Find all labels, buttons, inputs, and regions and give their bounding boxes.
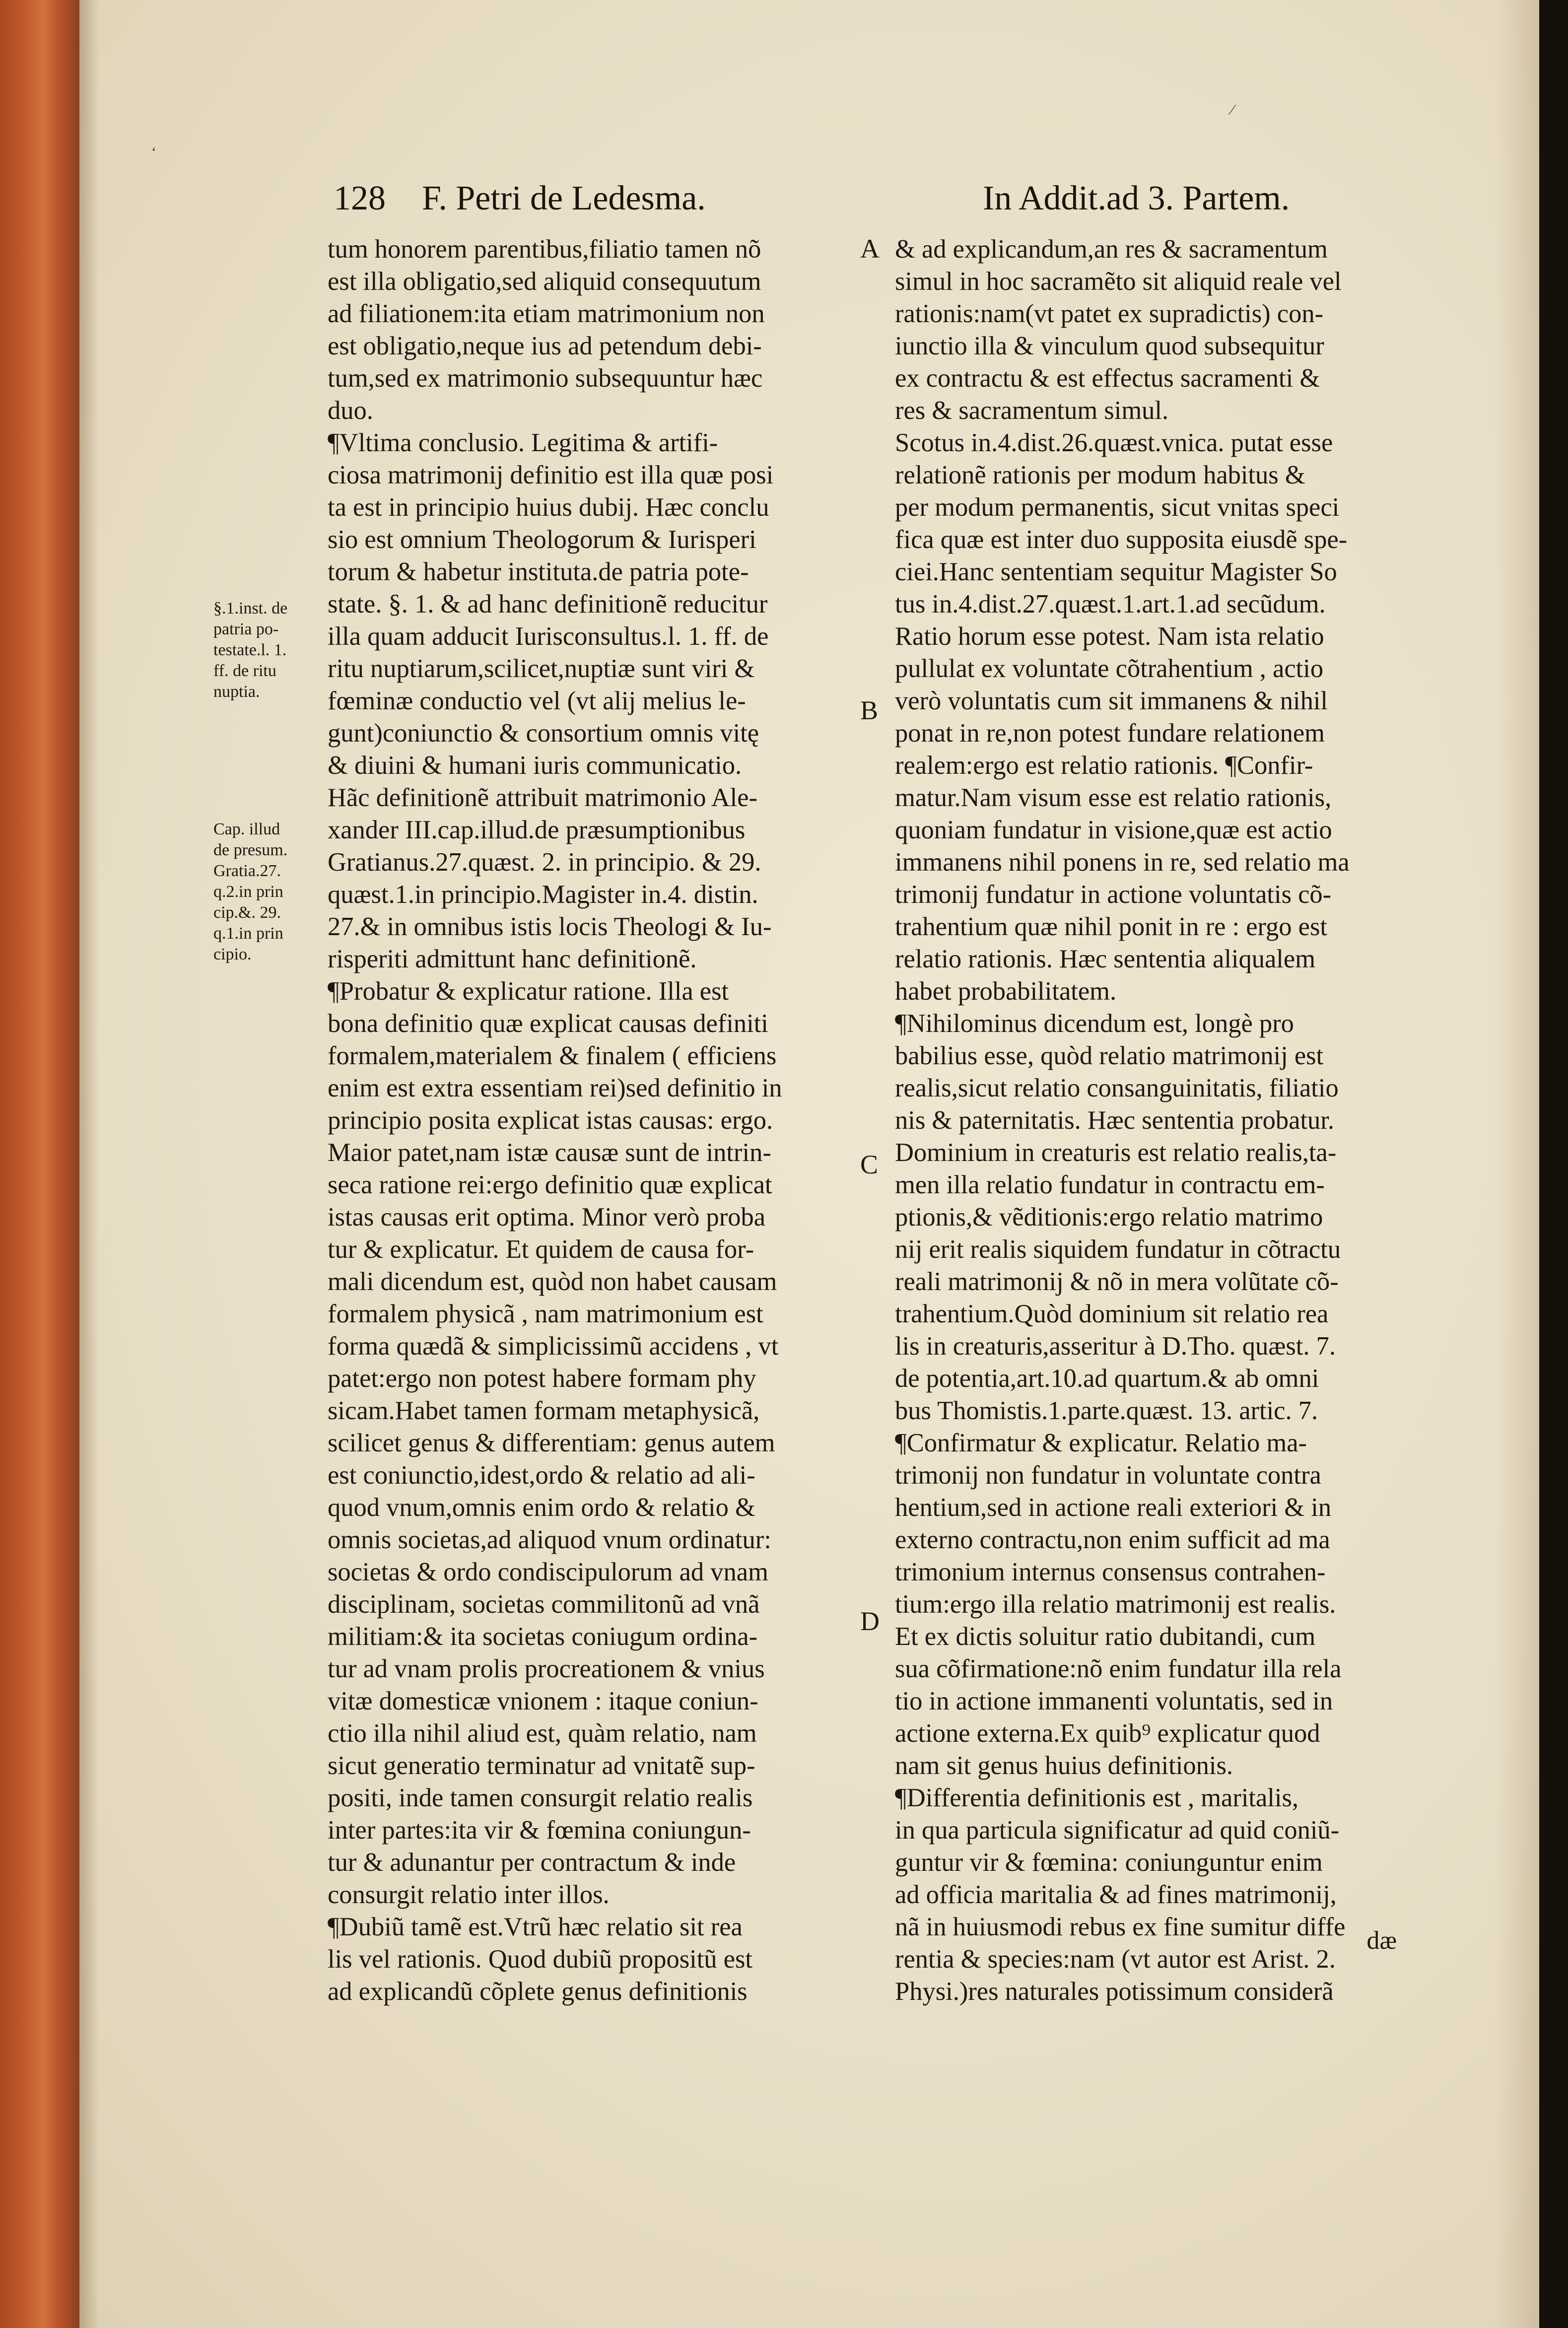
text-line: nã in huiusmodi rebus ex fine sumitur diffe — [895, 1913, 1346, 1941]
ink-mark: ⁄ — [1231, 102, 1234, 118]
text-line: quæst.1.in principio.Magister in.4. distin. — [328, 880, 758, 909]
text-line: ciosa matrimonij definitio est illa quæ posi — [328, 461, 774, 489]
text-line: ciei.Hanc sententiam sequitur Magister So — [895, 557, 1337, 586]
text-line: Gratianus.27.quæst. 2. in principio. & 29. — [328, 848, 761, 877]
text-line: ¶Probatur & explicatur ratione. Illa est — [328, 977, 729, 1006]
text-line: ¶Dubiũ tamẽ est.Vtrũ hæc relatio sit rea — [328, 1913, 743, 1941]
text-line: sua cõfirmatione:nõ enim fundatur illa rela — [895, 1654, 1342, 1683]
text-line: Et ex dictis soluitur ratio dubitandi, cum — [895, 1622, 1316, 1651]
text-line: externo contractu,non enim sufficit ad ma — [895, 1525, 1330, 1554]
text-line: gunt)coniunctio & consortium omnis vitę — [328, 719, 759, 748]
text-line: trahentium.Quòd dominium sit relatio rea — [895, 1300, 1329, 1328]
text-line: realem:ergo est relatio rationis. ¶Confir- — [895, 751, 1313, 780]
text-line: bona definitio quæ explicat causas definiti — [328, 1009, 768, 1038]
text-line: simul in hoc sacramẽto sit aliquid reale vel — [895, 267, 1342, 296]
text-line: relationẽ rationis per modum habitus & — [895, 461, 1305, 489]
text-line: ¶Nihilominus dicendum est, longè pro — [895, 1009, 1294, 1038]
text-line: ¶Confirmatur & explicatur. Relatio ma- — [895, 1429, 1307, 1457]
text-line: scilicet genus & differentiam: genus autem — [328, 1429, 775, 1457]
text-line: Ratio horum esse potest. Nam ista relatio — [895, 622, 1324, 651]
text-line: ptionis,& vẽditionis:ergo relatio matrimo — [895, 1203, 1323, 1232]
text-line: 27.& in omnibus istis locis Theologi & Iu- — [328, 912, 772, 941]
text-line: nis & paternitatis. Hæc sententia probatur. — [895, 1106, 1335, 1135]
text-line: matur.Nam visum esse est relatio rationis, — [895, 783, 1332, 812]
marginal-line: cip.&. 29. — [213, 903, 281, 922]
text-line: ad officia maritalia & ad fines matrimonij, — [895, 1880, 1337, 1909]
text-line: formalem physicã , nam matrimonium est — [328, 1300, 763, 1328]
text-line: ritu nuptiarum,scilicet,nuptiæ sunt viri & — [328, 654, 755, 683]
marginal-line: testate.l. 1. — [213, 641, 287, 659]
marginal-line: §.1.inst. de — [213, 599, 288, 617]
text-line: verò voluntatis cum sit immanens & nihil — [895, 686, 1328, 715]
text-line: realis,sicut relatio consanguinitatis, filiatio — [895, 1074, 1339, 1102]
text-line: tur & explicatur. Et quidem de causa for- — [328, 1235, 754, 1264]
text-line: ad filiationem:ita etiam matrimonium non — [328, 299, 765, 328]
section-letter-b: B — [860, 695, 879, 725]
text-line: pullulat ex voluntate cõtrahentium , actio — [895, 654, 1324, 683]
text-line: state. §. 1. & ad hanc definitionẽ reducitur — [328, 590, 768, 618]
text-line: fica quæ est inter duo supposita eiusdẽ spe- — [895, 525, 1348, 554]
text-line: ctio illa nihil aliud est, quàm relatio, nam — [328, 1719, 757, 1748]
text-line: forma quædã & simplicissimũ accidens , vt — [328, 1332, 779, 1361]
marginal-line: nuptia. — [213, 683, 260, 701]
marginal-note-2 — [213, 819, 328, 965]
text-line: principio posita explicat istas causas: ergo. — [328, 1106, 773, 1135]
text-line: tio in actione immanenti voluntatis, sed in — [895, 1687, 1333, 1715]
text-line: trimonium internus consensus contrahen- — [895, 1558, 1326, 1586]
text-line: disciplinam, societas commilitonũ ad vnã — [328, 1590, 760, 1619]
text-line: positi, inde tamen consurgit relatio realis — [328, 1783, 753, 1812]
text-line: risperiti admittunt hanc definitionẽ. — [328, 945, 697, 973]
text-line: consurgit relatio inter illos. — [328, 1880, 610, 1909]
section-letter-d: D — [860, 1606, 880, 1636]
text-line: quod vnum,omnis enim ordo & relatio & — [328, 1493, 755, 1522]
text-line: est illa obligatio,sed aliquid consequutum — [328, 267, 761, 296]
text-line: Scotus in.4.dist.26.quæst.vnica. putat esse — [895, 428, 1333, 457]
left-text-column — [328, 233, 851, 2008]
text-line: guntur vir & fœmina: coniunguntur enim — [895, 1848, 1323, 1877]
marginal-line: de presum. — [213, 841, 288, 859]
marginal-line: cipio. — [213, 945, 252, 963]
text-line: Dominium in creaturis est relatio realis,ta- — [895, 1138, 1337, 1167]
text-line: fœminæ conductio vel (vt alij melius le- — [328, 686, 746, 715]
text-line: tum,sed ex matrimonio subsequuntur hæc — [328, 364, 763, 393]
right-text-column — [895, 233, 1417, 2008]
text-line: est coniunctio,idest,ordo & relatio ad ali- — [328, 1461, 755, 1490]
text-line: xander III.cap.illud.de præsumptionibus — [328, 816, 746, 844]
text-line: reali matrimonij & nõ in mera volũtate cõ- — [895, 1267, 1339, 1296]
marginal-line: q.1.in prin — [213, 924, 283, 943]
text-line: & diuini & humani iuris communicatio. — [328, 751, 742, 780]
text-line: trahentium quæ nihil ponit in re : ergo est — [895, 912, 1327, 941]
text-line: rationis:nam(vt patet ex supradictis) con- — [895, 299, 1324, 328]
catchword: dæ — [1366, 1926, 1397, 1955]
text-line: torum & habetur instituta.de patria pote- — [328, 557, 749, 586]
marginal-line: ff. de ritu — [213, 662, 276, 680]
text-line: Physi.)res naturales potissimum considerã — [895, 1977, 1334, 2006]
text-line: actione externa.Ex quib⁹ explicatur quod — [895, 1719, 1320, 1748]
text-line: sio est omnium Theologorum & Iurisperi — [328, 525, 756, 554]
text-line: Hãc definitionẽ attribuit matrimonio Ale- — [328, 783, 758, 812]
marginal-line: q.2.in prin — [213, 883, 283, 901]
text-line: in qua particula significatur ad quid coniũ- — [895, 1816, 1340, 1845]
text-line: duo. — [328, 396, 373, 425]
text-line: babilius esse, quòd relatio matrimonij est — [895, 1041, 1324, 1070]
text-line: & ad explicandum,an res & sacramentum — [895, 235, 1328, 264]
text-line: ponat in re,non potest fundare relationem — [895, 719, 1325, 748]
text-line: nij erit realis siquidem fundatur in cõtractu — [895, 1235, 1341, 1264]
text-line: res & sacramentum simul. — [895, 396, 1169, 425]
text-line: nam sit genus huius definitionis. — [895, 1751, 1233, 1780]
marginal-line: Cap. illud — [213, 820, 280, 838]
dark-border — [1539, 0, 1568, 2328]
text-line: tus in.4.dist.27.quæst.1.art.1.ad secũdum. — [895, 590, 1326, 618]
text-line: omnis societas,ad aliquod vnum ordinatur: — [328, 1525, 771, 1554]
marginal-line: Gratia.27. — [213, 862, 281, 880]
marginal-note-1 — [213, 598, 328, 702]
text-line: men illa relatio fundatur in contractu em- — [895, 1170, 1325, 1199]
text-line: formalem,materialem & finalem ( efficiens — [328, 1041, 777, 1070]
text-line: per modum permanentis, sicut vnitas speci — [895, 493, 1340, 522]
text-line: rentia & species:nam (vt autor est Arist. 2. — [895, 1945, 1336, 1974]
text-line: societas & ordo condiscipulorum ad vnam — [328, 1558, 768, 1586]
text-line: tium:ergo illa relatio matrimonij est realis. — [895, 1590, 1336, 1619]
text-line: de potentia,art.10.ad quartum.& ab omni — [895, 1364, 1319, 1393]
page-number: 128 — [334, 179, 386, 217]
text-line: relatio rationis. Hæc sententia aliqualem — [895, 945, 1316, 973]
running-head-author: F. Petri de Ledesma. — [422, 179, 706, 217]
marginal-line: patria po- — [213, 620, 279, 638]
text-line: sicut generatio terminatur ad vnitatẽ sup- — [328, 1751, 755, 1780]
text-line: patet:ergo non potest habere formam phy — [328, 1364, 756, 1393]
text-line: lis vel rationis. Quod dubiũ propositũ est — [328, 1945, 752, 1974]
text-line: ¶Differentia definitionis est , maritalis, — [895, 1783, 1299, 1812]
text-line: Maior patet,nam istæ causæ sunt de intrin- — [328, 1138, 771, 1167]
text-line: ¶Vltima conclusio. Legitima & artifi- — [328, 428, 718, 457]
text-line: immanens nihil ponens in re, sed relatio ma — [895, 848, 1350, 877]
text-line: habet probabilitatem. — [895, 977, 1117, 1006]
text-line: enim est extra essentiam rei)sed definitio in — [328, 1074, 782, 1102]
section-letter-c: C — [860, 1150, 879, 1179]
text-line: quoniam fundatur in visione,quæ est actio — [895, 816, 1332, 844]
text-line: militiam:& ita societas coniugum ordina- — [328, 1622, 758, 1651]
text-line: trimonij non fundatur in voluntate contra — [895, 1461, 1321, 1490]
gutter-shadow — [1495, 0, 1539, 2328]
text-line: tum honorem parentibus,filiatio tamen nõ — [328, 235, 761, 264]
text-line: ad explicandũ cõplete genus definitionis — [328, 1977, 748, 2006]
text-line: est obligatio,neque ius ad petendum debi- — [328, 332, 762, 360]
text-line: inter partes:ita vir & fœmina coniungun- — [328, 1816, 751, 1845]
text-line: mali dicendum est, quòd non habet causam — [328, 1267, 777, 1296]
text-line: trimonij fundatur in actione voluntatis cõ- — [895, 880, 1332, 909]
text-line: tur & adunantur per contractum & inde — [328, 1848, 736, 1877]
text-line: ex contractu & est effectus sacramenti & — [895, 364, 1320, 393]
running-head-section: In Addit.ad 3. Partem. — [983, 179, 1290, 217]
text-line: tur ad vnam prolis procreationem & vnius — [328, 1654, 765, 1683]
text-line: lis in creaturis,asseritur à D.Tho. quæst. 7. — [895, 1332, 1336, 1361]
text-line: hentium,sed in actione reali exteriori & in — [895, 1493, 1332, 1522]
text-line: illa quam adducit Iurisconsultus.l. 1. ff. de — [328, 622, 769, 651]
text-line: seca ratione rei:ergo definitio quæ explicat — [328, 1170, 772, 1199]
text-line: bus Thomistis.1.parte.quæst. 13. artic. 7. — [895, 1396, 1318, 1425]
page-fore-edge — [0, 0, 79, 2328]
section-letter-a: A — [860, 234, 880, 264]
text-line: ta est in principio huius dubij. Hæc conclu — [328, 493, 769, 522]
ink-mark: ʻ — [151, 144, 156, 160]
text-line: istas causas erit optima. Minor verò proba — [328, 1203, 766, 1232]
text-line: sicam.Habet tamen formam metaphysicã, — [328, 1396, 760, 1425]
text-line: vitæ domesticæ vnionem : itaque coniun- — [328, 1687, 758, 1715]
text-line: iunctio illa & vinculum quod subsequitur — [895, 332, 1324, 360]
